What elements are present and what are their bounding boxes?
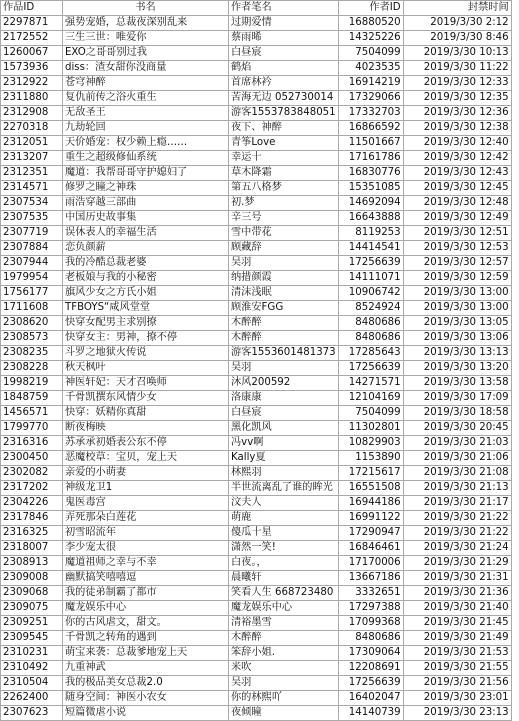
table-row bbox=[1, 121, 512, 136]
cell-ban-time[interactable]: 2019/3/30 21:56 bbox=[403, 676, 511, 691]
cell-ban-time[interactable]: 2019/3/30 13:13 bbox=[403, 346, 511, 361]
cell-title[interactable]: 魔道祖师之幸与不幸 bbox=[63, 556, 229, 571]
cell-author-id[interactable]: 16944186 bbox=[338, 496, 403, 511]
cell-author-id[interactable]: 12208691 bbox=[338, 661, 403, 676]
cell-author-id[interactable]: 17161786 bbox=[338, 151, 403, 166]
cell-work-id[interactable]: 2304226 bbox=[1, 496, 63, 511]
table-row bbox=[1, 676, 512, 691]
cell-work-id[interactable]: 2318007 bbox=[1, 541, 63, 556]
cell-ban-time[interactable]: 2019/3/30 12:49 bbox=[403, 211, 511, 226]
cell-title[interactable]: 魔道：我帮哥哥守护媳妇了 bbox=[63, 166, 229, 181]
table-row bbox=[1, 271, 512, 286]
cell-author[interactable]: 游客1553601481373 bbox=[229, 346, 339, 361]
cell-work-id[interactable]: 2309545 bbox=[1, 631, 63, 646]
cell-ban-time[interactable]: 2019/3/30 21:55 bbox=[403, 661, 511, 676]
cell-author-id[interactable]: 17215617 bbox=[338, 466, 403, 481]
cell-work-id[interactable]: 2312922 bbox=[1, 76, 63, 91]
cell-author-id[interactable]: 10906742 bbox=[338, 286, 403, 301]
cell-author[interactable]: 黑化凯风 bbox=[229, 421, 339, 436]
cell-work-id[interactable]: 2270318 bbox=[1, 121, 63, 136]
cell-author-id[interactable]: 16991122 bbox=[338, 511, 403, 526]
cell-ban-time[interactable]: 2019/3/30 17:09 bbox=[403, 391, 511, 406]
cell-author-id[interactable]: 16830776 bbox=[338, 166, 403, 181]
cell-author-id[interactable]: 17290947 bbox=[338, 526, 403, 541]
cell-author[interactable]: 晨曦轩 bbox=[229, 571, 339, 586]
cell-author-id[interactable]: 8480686 bbox=[338, 316, 403, 331]
cell-ban-time[interactable]: 2019/3/30 12:38 bbox=[403, 121, 511, 136]
cell-ban-time[interactable]: 2019/3/30 12:53 bbox=[403, 241, 511, 256]
cell-ban-time[interactable]: 2019/3/30 12:35 bbox=[403, 91, 511, 106]
cell-title[interactable]: 千骨凯撰东风情少女 bbox=[63, 391, 229, 406]
cell-author[interactable]: 沐风200592 bbox=[229, 376, 339, 391]
cell-author-id[interactable]: 17256639 bbox=[338, 676, 403, 691]
cell-title[interactable]: 九重神武 bbox=[63, 661, 229, 676]
cell-title[interactable]: 天价婚宠：权少赖上瘾…… bbox=[63, 136, 229, 151]
table-row bbox=[1, 541, 512, 556]
table-body bbox=[1, 16, 512, 721]
cell-title[interactable]: 斗罗之地狱火传说 bbox=[63, 346, 229, 361]
table-row bbox=[1, 76, 512, 91]
table-row bbox=[1, 646, 512, 661]
cell-ban-time[interactable]: 2019/3/30 12:48 bbox=[403, 196, 511, 211]
header-row bbox=[1, 1, 512, 16]
cell-ban-time[interactable]: 2019/3/30 13:00 bbox=[403, 286, 511, 301]
cell-author[interactable]: 过期爱情 bbox=[229, 16, 339, 31]
cell-work-id[interactable]: 2300450 bbox=[1, 451, 63, 466]
cell-author[interactable]: 木醉醉 bbox=[229, 631, 339, 646]
table-row bbox=[1, 451, 512, 466]
cell-work-id[interactable]: 2302082 bbox=[1, 466, 63, 481]
cell-author[interactable]: 清沫浅眠 bbox=[229, 286, 339, 301]
cell-author-id[interactable]: 17329066 bbox=[338, 91, 403, 106]
cell-title[interactable]: 恋负颜薪 bbox=[63, 241, 229, 256]
table-row bbox=[1, 391, 512, 406]
cell-author[interactable]: 第五八格梦 bbox=[229, 181, 339, 196]
cell-author[interactable]: 米吹 bbox=[229, 661, 339, 676]
cell-author-id[interactable]: 16551508 bbox=[338, 481, 403, 496]
cell-author[interactable]: 潇然一笑! bbox=[229, 541, 339, 556]
cell-ban-time[interactable]: 2019/3/30 20:45 bbox=[403, 421, 511, 436]
cell-title[interactable]: 快穿：妖精你真甜 bbox=[63, 406, 229, 421]
cell-title[interactable]: 幽默搞笑嘻嘻逗 bbox=[63, 571, 229, 586]
header-title[interactable]: 书名 bbox=[63, 1, 229, 16]
cell-work-id[interactable]: 1979954 bbox=[1, 271, 63, 286]
cell-work-id[interactable]: 2310231 bbox=[1, 646, 63, 661]
cell-title[interactable]: 亲爱的小萌妻 bbox=[63, 466, 229, 481]
cell-work-id[interactable]: 1711608 bbox=[1, 301, 63, 316]
cell-ban-time[interactable]: 2019/3/30 12:43 bbox=[403, 166, 511, 181]
cell-author-id[interactable]: 15351085 bbox=[338, 181, 403, 196]
cell-author-id[interactable]: 8480686 bbox=[338, 331, 403, 346]
table-row bbox=[1, 331, 512, 346]
cell-author-id[interactable]: 14414541 bbox=[338, 241, 403, 256]
cell-ban-time[interactable]: 2019/3/30 21:03 bbox=[403, 436, 511, 451]
cell-title[interactable]: 千骨凯之转角的遇到 bbox=[63, 631, 229, 646]
table-row bbox=[1, 256, 512, 271]
cell-ban-time[interactable]: 2019/3/30 18:58 bbox=[403, 406, 511, 421]
cell-author[interactable]: 笑看人生 668723480 bbox=[229, 586, 339, 601]
cell-work-id[interactable]: 2307884 bbox=[1, 241, 63, 256]
cell-ban-time[interactable]: 2019/3/30 12:40 bbox=[403, 136, 511, 151]
cell-author-id[interactable]: 3332651 bbox=[338, 586, 403, 601]
table-row bbox=[1, 46, 512, 61]
cell-work-id[interactable]: 2262400 bbox=[1, 691, 63, 706]
cell-title[interactable]: 秋天枫叶 bbox=[63, 361, 229, 376]
cell-work-id[interactable]: 1573936 bbox=[1, 61, 63, 76]
cell-title[interactable]: 恶魔校草：宝贝，宠上天 bbox=[63, 451, 229, 466]
cell-title[interactable]: 快穿女主：男神，撩不停 bbox=[63, 331, 229, 346]
cell-work-id[interactable]: 2307944 bbox=[1, 256, 63, 271]
cell-ban-time[interactable]: 2019/3/30 12:36 bbox=[403, 106, 511, 121]
cell-work-id[interactable]: 1998219 bbox=[1, 376, 63, 391]
cell-title[interactable]: 断夜梅映 bbox=[63, 421, 229, 436]
table-row bbox=[1, 556, 512, 571]
cell-author[interactable]: 白夜。， bbox=[229, 556, 339, 571]
cell-title[interactable]: 你的古风虐文，甜文。 bbox=[63, 616, 229, 631]
cell-author[interactable]: 首席林衿 bbox=[229, 76, 339, 91]
cell-title[interactable]: 苏承承初婚表公东不停 bbox=[63, 436, 229, 451]
cell-work-id[interactable]: 1848759 bbox=[1, 391, 63, 406]
table-row bbox=[1, 436, 512, 451]
cell-author-id[interactable]: 8480686 bbox=[338, 631, 403, 646]
cell-author-id[interactable]: 16643888 bbox=[338, 211, 403, 226]
cell-title[interactable]: TFBOYS“咸风堂堂 bbox=[63, 301, 229, 316]
cell-author-id[interactable]: 17256639 bbox=[338, 256, 403, 271]
table-row bbox=[1, 661, 512, 676]
cell-title[interactable]: EXO之哥哥别过我 bbox=[63, 46, 229, 61]
cell-ban-time[interactable]: 2019/3/30 21:13 bbox=[403, 481, 511, 496]
table-row bbox=[1, 346, 512, 361]
cell-title[interactable]: 短篇微虐小说 bbox=[63, 706, 229, 721]
cell-author[interactable]: Kally夏 bbox=[229, 451, 339, 466]
cell-title[interactable]: 我的极品美女总裁2.0 bbox=[63, 676, 229, 691]
cell-title[interactable]: 魔龙娱乐中心 bbox=[63, 601, 229, 616]
cell-work-id[interactable]: 2307623 bbox=[1, 706, 63, 721]
cell-ban-time[interactable]: 2019/3/30 23:01 bbox=[403, 691, 511, 706]
cell-author-id[interactable]: 1153890 bbox=[338, 451, 403, 466]
cell-author-id[interactable]: 16866592 bbox=[338, 121, 403, 136]
cell-author-id[interactable]: 17297388 bbox=[338, 601, 403, 616]
cell-work-id[interactable]: 2308913 bbox=[1, 556, 63, 571]
cell-author-id[interactable]: 17332703 bbox=[338, 106, 403, 121]
cell-author-id[interactable]: 17285643 bbox=[338, 346, 403, 361]
cell-title[interactable]: 我的徒弟制霸了都市 bbox=[63, 586, 229, 601]
cell-work-id[interactable]: 2316325 bbox=[1, 526, 63, 541]
table-row bbox=[1, 466, 512, 481]
cell-author[interactable]: 辛三号 bbox=[229, 211, 339, 226]
table-row bbox=[1, 481, 512, 496]
cell-title[interactable]: 重生之超级修仙系统 bbox=[63, 151, 229, 166]
cell-author[interactable]: 雪中带花 bbox=[229, 226, 339, 241]
cell-author[interactable]: 吴羽 bbox=[229, 256, 339, 271]
cell-work-id[interactable]: 1260067 bbox=[1, 46, 63, 61]
cell-work-id[interactable]: 1756177 bbox=[1, 286, 63, 301]
cell-title[interactable]: 萌宝来袭：总裁爹地宠上天 bbox=[63, 646, 229, 661]
cell-ban-time[interactable]: 2019/3/30 12:45 bbox=[403, 181, 511, 196]
table-row bbox=[1, 16, 512, 31]
cell-author[interactable]: 吴羽 bbox=[229, 361, 339, 376]
cell-ban-time[interactable]: 2019/3/30 21:06 bbox=[403, 451, 511, 466]
cell-ban-time[interactable]: 2019/3/30 13:20 bbox=[403, 361, 511, 376]
cell-ban-time[interactable]: 2019/3/30 21:40 bbox=[403, 601, 511, 616]
cell-author[interactable]: 汶夫人 bbox=[229, 496, 339, 511]
cell-work-id[interactable]: 2317846 bbox=[1, 511, 63, 526]
cell-ban-time[interactable]: 2019/3/30 21:17 bbox=[403, 496, 511, 511]
table-row bbox=[1, 631, 512, 646]
cell-title[interactable]: 鬼医毒宫 bbox=[63, 496, 229, 511]
cell-author-id[interactable]: 4023535 bbox=[338, 61, 403, 76]
cell-author[interactable]: 笨辞小姐. bbox=[229, 646, 339, 661]
table-row bbox=[1, 241, 512, 256]
cell-ban-time[interactable]: 2019/3/30 21:45 bbox=[403, 616, 511, 631]
table-row bbox=[1, 106, 512, 121]
table-row bbox=[1, 421, 512, 436]
table-row bbox=[1, 136, 512, 151]
cell-author-id[interactable]: 14692094 bbox=[338, 196, 403, 211]
cell-ban-time[interactable]: 2019/3/30 13:00 bbox=[403, 301, 511, 316]
cell-author-id[interactable]: 16880520 bbox=[338, 16, 403, 31]
cell-ban-time[interactable]: 2019/3/30 21:24 bbox=[403, 541, 511, 556]
cell-author-id[interactable]: 13667186 bbox=[338, 571, 403, 586]
cell-ban-time[interactable]: 2019/3/30 21:08 bbox=[403, 466, 511, 481]
cell-ban-time[interactable]: 2019/3/30 2:12 bbox=[403, 16, 511, 31]
cell-author[interactable]: 苦海无边 052730014 bbox=[229, 91, 339, 106]
cell-author[interactable]: 顾藏辞 bbox=[229, 241, 339, 256]
cell-title[interactable]: 旗风少女之方氏小姐 bbox=[63, 286, 229, 301]
cell-ban-time[interactable]: 2019/3/30 21:53 bbox=[403, 646, 511, 661]
header-author[interactable]: 作者笔名 bbox=[229, 1, 339, 16]
cell-ban-time[interactable]: 2019/3/30 21:31 bbox=[403, 571, 511, 586]
cell-author[interactable]: 洛康康 bbox=[229, 391, 339, 406]
table-row bbox=[1, 301, 512, 316]
table-row bbox=[1, 166, 512, 181]
cell-author[interactable]: 傻瓜十星 bbox=[229, 526, 339, 541]
table-row bbox=[1, 601, 512, 616]
header-ban-time[interactable]: 封禁时间 bbox=[403, 1, 511, 16]
table-row bbox=[1, 706, 512, 721]
table-row bbox=[1, 31, 512, 46]
cell-title[interactable]: 弄死那朵白莲花 bbox=[63, 511, 229, 526]
cell-work-id[interactable]: 2309068 bbox=[1, 586, 63, 601]
cell-work-id[interactable]: 2312051 bbox=[1, 136, 63, 151]
table-row bbox=[1, 181, 512, 196]
cell-work-id[interactable]: 2309251 bbox=[1, 616, 63, 631]
cell-work-id[interactable]: 2172552 bbox=[1, 31, 63, 46]
cell-author[interactable]: 顾淮安FGG bbox=[229, 301, 339, 316]
cell-ban-time[interactable]: 2019/3/30 21:36 bbox=[403, 586, 511, 601]
cell-ban-time[interactable]: 2019/3/30 12:42 bbox=[403, 151, 511, 166]
cell-title[interactable]: 三生三世：唯爱你 bbox=[63, 31, 229, 46]
cell-author-id[interactable]: 11501667 bbox=[338, 136, 403, 151]
table-row bbox=[1, 586, 512, 601]
cell-ban-time[interactable]: 2019/3/30 21:49 bbox=[403, 631, 511, 646]
cell-ban-time[interactable]: 2019/3/30 21:29 bbox=[403, 556, 511, 571]
cell-author[interactable]: 幸运十 bbox=[229, 151, 339, 166]
cell-work-id[interactable]: 2307535 bbox=[1, 211, 63, 226]
cell-ban-time[interactable]: 2019/3/30 12:33 bbox=[403, 76, 511, 91]
cell-title[interactable]: 神级龙卫1 bbox=[63, 481, 229, 496]
header-work-id[interactable]: 作品ID bbox=[1, 1, 63, 16]
cell-author-id[interactable]: 17309064 bbox=[338, 646, 403, 661]
table-row bbox=[1, 406, 512, 421]
table-row bbox=[1, 61, 512, 76]
table-row bbox=[1, 496, 512, 511]
cell-title[interactable]: 我的冷酷总裁老婆 bbox=[63, 256, 229, 271]
cell-author[interactable]: 白昼宸 bbox=[229, 46, 339, 61]
cell-title[interactable]: 强势宠婚，总裁夜深别乱来 bbox=[63, 16, 229, 31]
cell-author-id[interactable]: 7504099 bbox=[338, 406, 403, 421]
table-row bbox=[1, 526, 512, 541]
cell-title[interactable]: 误休表人的幸福生活 bbox=[63, 226, 229, 241]
cell-ban-time[interactable]: 2019/3/30 23:13 bbox=[403, 706, 511, 721]
cell-author[interactable]: 清裕墨雪 bbox=[229, 616, 339, 631]
cell-ban-time[interactable]: 2019/3/30 11:22 bbox=[403, 61, 511, 76]
cell-author-id[interactable]: 11302801 bbox=[338, 421, 403, 436]
cell-author[interactable]: 初.梦 bbox=[229, 196, 339, 211]
table-row bbox=[1, 571, 512, 586]
cell-ban-time[interactable]: 2019/3/30 21:22 bbox=[403, 526, 511, 541]
cell-work-id[interactable]: 2308573 bbox=[1, 331, 63, 346]
cell-author[interactable]: 半世流离乱了谁的眸光 bbox=[229, 481, 339, 496]
table-row bbox=[1, 196, 512, 211]
cell-author-id[interactable]: 8524924 bbox=[338, 301, 403, 316]
cell-work-id[interactable]: 2313207 bbox=[1, 151, 63, 166]
cell-work-id[interactable]: 2308228 bbox=[1, 361, 63, 376]
cell-work-id[interactable]: 2317202 bbox=[1, 481, 63, 496]
cell-author-id[interactable]: 10829903 bbox=[338, 436, 403, 451]
table-row bbox=[1, 91, 512, 106]
table-row bbox=[1, 316, 512, 331]
cell-author[interactable]: 冯vv啊 bbox=[229, 436, 339, 451]
cell-ban-time[interactable]: 2019/3/30 13:06 bbox=[403, 331, 511, 346]
cell-author[interactable]: 木醉醉 bbox=[229, 316, 339, 331]
cell-work-id[interactable]: 2312351 bbox=[1, 166, 63, 181]
cell-title[interactable]: 复仇前传之浴火重生 bbox=[63, 91, 229, 106]
cell-author-id[interactable]: 16402047 bbox=[338, 691, 403, 706]
cell-author-id[interactable]: 12104169 bbox=[338, 391, 403, 406]
cell-author[interactable]: 纳措颜霞 bbox=[229, 271, 339, 286]
cell-work-id[interactable]: 2297871 bbox=[1, 16, 63, 31]
cell-work-id[interactable]: 1456571 bbox=[1, 406, 63, 421]
cell-author[interactable]: 青筝Love bbox=[229, 136, 339, 151]
cell-ban-time[interactable]: 2019/3/30 12:57 bbox=[403, 256, 511, 271]
cell-ban-time[interactable]: 2019/3/30 21:22 bbox=[403, 511, 511, 526]
cell-title[interactable]: 无敌圣王 bbox=[63, 106, 229, 121]
header-author-id[interactable]: 作者ID bbox=[338, 1, 403, 16]
cell-ban-time[interactable]: 2019/3/30 13:58 bbox=[403, 376, 511, 391]
cell-ban-time[interactable]: 2019/3/30 8:46 bbox=[403, 31, 511, 46]
table-row bbox=[1, 376, 512, 391]
cell-work-id[interactable]: 2310504 bbox=[1, 676, 63, 691]
cell-work-id[interactable]: 2310492 bbox=[1, 661, 63, 676]
cell-title[interactable]: 九劫轮回 bbox=[63, 121, 229, 136]
table-row bbox=[1, 211, 512, 226]
cell-author[interactable]: 木醉醉 bbox=[229, 331, 339, 346]
cell-title[interactable]: 修罗之瞳之神珠 bbox=[63, 181, 229, 196]
cell-author[interactable]: 吴羽 bbox=[229, 676, 339, 691]
cell-work-id[interactable]: 2311880 bbox=[1, 91, 63, 106]
table-row bbox=[1, 151, 512, 166]
cell-author[interactable]: 魔龙娱乐中心 bbox=[229, 601, 339, 616]
cell-ban-time[interactable]: 2019/3/30 12:51 bbox=[403, 226, 511, 241]
cell-title[interactable]: 老板娘与我的小秘密 bbox=[63, 271, 229, 286]
table-row bbox=[1, 616, 512, 631]
cell-title[interactable]: 李少宠太很 bbox=[63, 541, 229, 556]
cell-title[interactable]: diss：渣女甜你没商量 bbox=[63, 61, 229, 76]
cell-title[interactable]: 苍穹神醉 bbox=[63, 76, 229, 91]
cell-author-id[interactable]: 7504099 bbox=[338, 46, 403, 61]
cell-author-id[interactable]: 16846461 bbox=[338, 541, 403, 556]
cell-work-id[interactable]: 2312908 bbox=[1, 106, 63, 121]
cell-work-id[interactable]: 1799770 bbox=[1, 421, 63, 436]
cell-author-id[interactable]: 14140739 bbox=[338, 706, 403, 721]
cell-author-id[interactable]: 17256639 bbox=[338, 361, 403, 376]
cell-work-id[interactable]: 2307719 bbox=[1, 226, 63, 241]
table-row bbox=[1, 511, 512, 526]
cell-author-id[interactable]: 17170006 bbox=[338, 556, 403, 571]
cell-author[interactable]: 鹤焰 bbox=[229, 61, 339, 76]
cell-work-id[interactable]: 2314571 bbox=[1, 181, 63, 196]
cell-work-id[interactable]: 2316316 bbox=[1, 436, 63, 451]
cell-author-id[interactable]: 14325226 bbox=[338, 31, 403, 46]
cell-author[interactable]: 林熙羽 bbox=[229, 466, 339, 481]
cell-author-id[interactable]: 8119253 bbox=[338, 226, 403, 241]
cell-title[interactable]: 中国历史故事集 bbox=[63, 211, 229, 226]
cell-author-id[interactable]: 17099368 bbox=[338, 616, 403, 631]
cell-work-id[interactable]: 2309008 bbox=[1, 571, 63, 586]
cell-author[interactable]: 白昼宸 bbox=[229, 406, 339, 421]
cell-work-id[interactable]: 2307534 bbox=[1, 196, 63, 211]
cell-title[interactable]: 随身空间：神医小农女 bbox=[63, 691, 229, 706]
table-row bbox=[1, 361, 512, 376]
cell-work-id[interactable]: 2308235 bbox=[1, 346, 63, 361]
cell-author[interactable]: 夜倾瞳 bbox=[229, 706, 339, 721]
cell-author-id[interactable]: 16914219 bbox=[338, 76, 403, 91]
cell-work-id[interactable]: 2308620 bbox=[1, 316, 63, 331]
cell-title[interactable]: 神医轩妃：天才召唤师 bbox=[63, 376, 229, 391]
table-row bbox=[1, 691, 512, 706]
table-row bbox=[1, 226, 512, 241]
cell-title[interactable]: 初雪昭流年 bbox=[63, 526, 229, 541]
cell-title[interactable]: 快穿女配男主求别撩 bbox=[63, 316, 229, 331]
cell-author-id[interactable]: 14271571 bbox=[338, 376, 403, 391]
cell-ban-time[interactable]: 2019/3/30 13:05 bbox=[403, 316, 511, 331]
cell-author[interactable]: 你的林熙吖 bbox=[229, 691, 339, 706]
cell-author-id[interactable]: 14111071 bbox=[338, 271, 403, 286]
cell-work-id[interactable]: 2309075 bbox=[1, 601, 63, 616]
cell-ban-time[interactable]: 2019/3/30 10:13 bbox=[403, 46, 511, 61]
cell-ban-time[interactable]: 2019/3/30 12:59 bbox=[403, 271, 511, 286]
cell-author[interactable]: 萌鹿 bbox=[229, 511, 339, 526]
table-row bbox=[1, 286, 512, 301]
cell-author[interactable]: 草木降霜 bbox=[229, 166, 339, 181]
cell-title[interactable]: 雨浩穿越三部曲 bbox=[63, 196, 229, 211]
cell-author[interactable]: 游客1553783848051 bbox=[229, 106, 339, 121]
cell-author[interactable]: 蔡雨晞 bbox=[229, 31, 339, 46]
cell-author[interactable]: 夜下、神醉 bbox=[229, 121, 339, 136]
